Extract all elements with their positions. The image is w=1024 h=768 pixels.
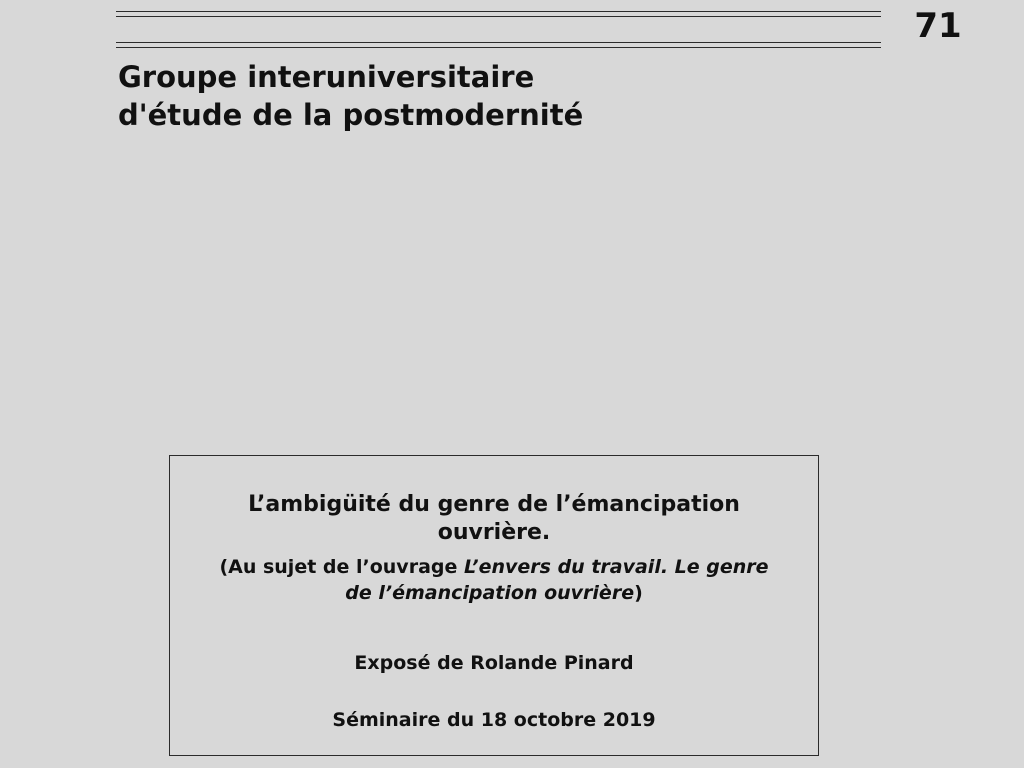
seminar-title-line-1: L’ambigüité du genre de l’émancipation <box>248 492 740 517</box>
book-title-part-1: L’envers du travail. Le genre <box>464 556 769 578</box>
seminar-subtitle <box>170 554 818 606</box>
issue-number: 71 <box>914 6 962 46</box>
seminar-title <box>170 491 818 547</box>
subtitle-prefix: (Au sujet de l’ouvrage <box>219 556 464 578</box>
header-rule-bottom-2 <box>116 47 881 48</box>
header-rule-top-2 <box>116 16 881 17</box>
seminar-box <box>169 455 819 756</box>
seminar-subtitle-line-1 <box>170 554 818 580</box>
seminar-title-line-2: ouvrière. <box>437 520 551 545</box>
header-rule-top-1 <box>116 11 881 12</box>
group-title <box>118 58 583 134</box>
book-title-part-2: de l’émancipation ouvrière <box>345 582 635 604</box>
subtitle-suffix: ) <box>634 582 643 604</box>
seminar-speaker: Exposé de Rolande Pinard <box>354 652 634 674</box>
group-title-line-2: d'étude de la postmodernité <box>118 98 584 132</box>
group-title-line-1: Groupe interuniversitaire <box>118 60 535 94</box>
seminar-subtitle-line-2 <box>170 580 818 606</box>
header-rule-bottom-1 <box>116 42 881 43</box>
seminar-date: Séminaire du 18 octobre 2019 <box>332 709 656 731</box>
